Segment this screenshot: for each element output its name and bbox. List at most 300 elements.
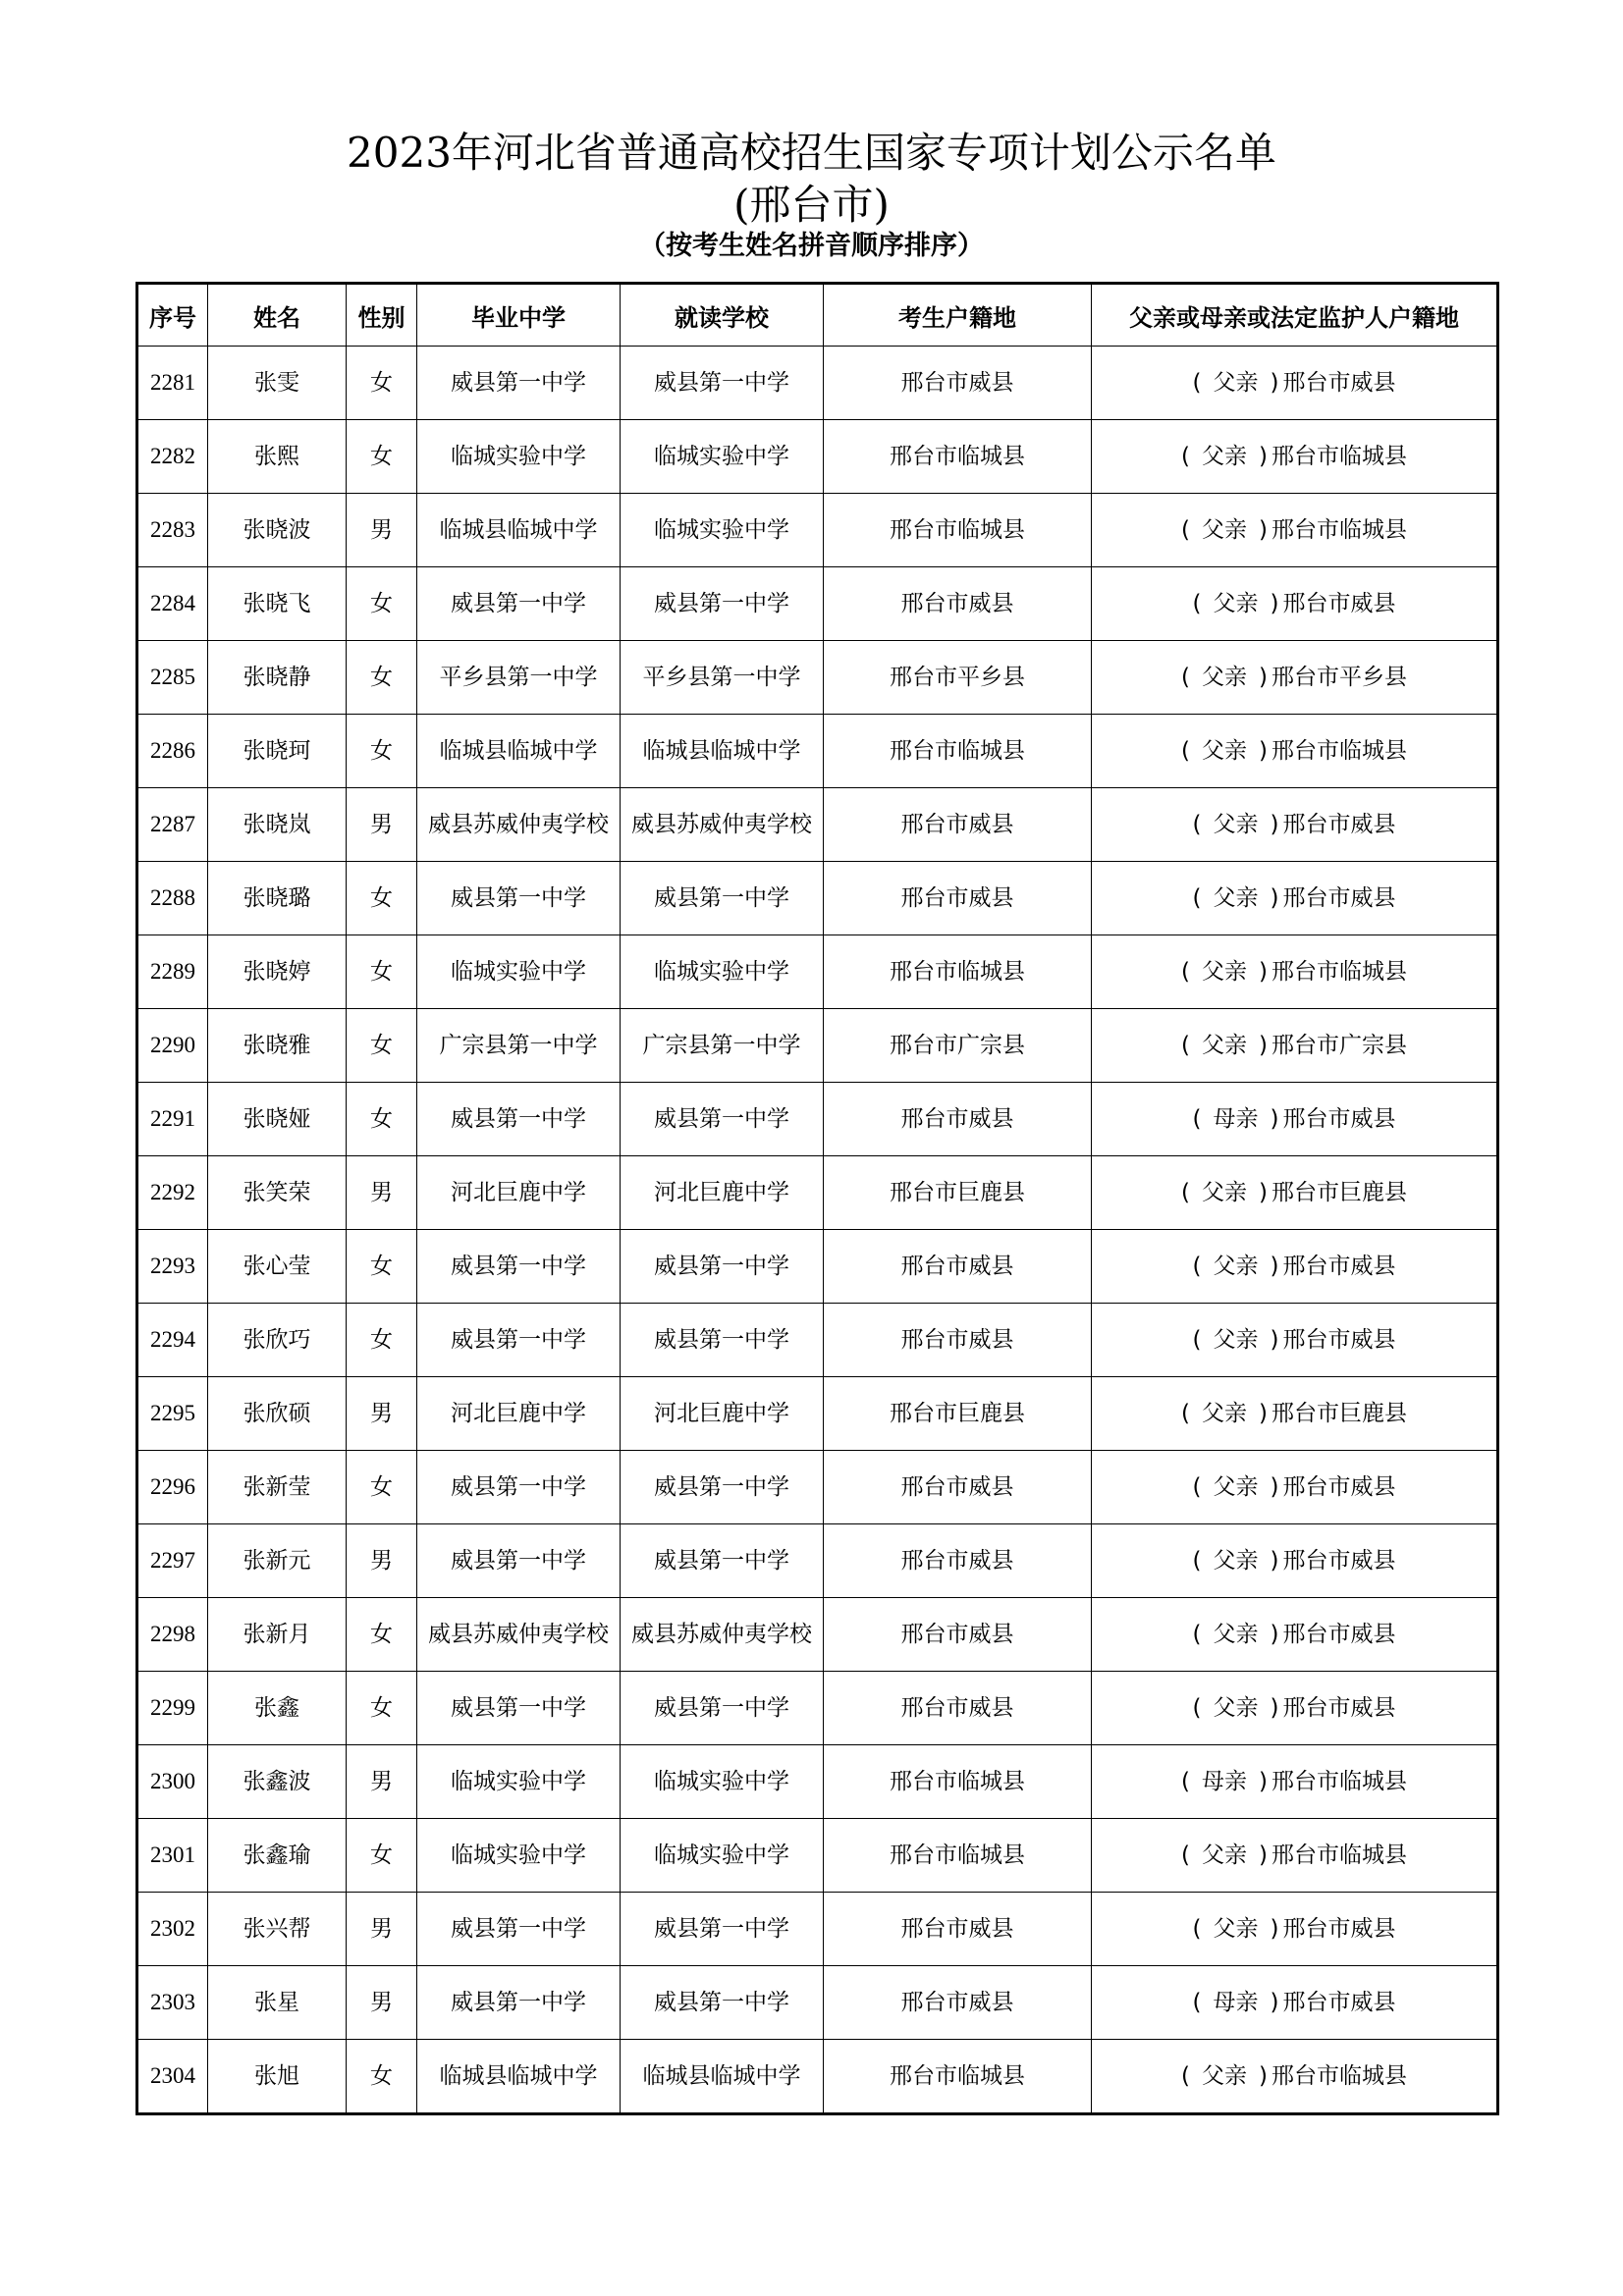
cell-hukou: 邢台市临城县 (824, 1819, 1092, 1893)
guardian-hukou: 邢台市巨鹿县 (1271, 1401, 1407, 1426)
cell-seq: 2283 (137, 494, 208, 567)
cell-name: 张新月 (208, 1598, 347, 1672)
cell-study-school: 威县第一中学 (621, 1451, 824, 1524)
table-row (137, 1745, 1498, 1819)
table-row (137, 1377, 1498, 1451)
cell-study-school: 威县第一中学 (621, 1230, 824, 1304)
cell-guardian (1092, 1524, 1498, 1598)
paren-close: ) (1259, 1033, 1268, 1058)
cell-study-school: 威县第一中学 (621, 1524, 824, 1598)
cell-grad-school: 临城县临城中学 (417, 494, 621, 567)
cell-gender: 男 (347, 1893, 417, 1966)
guardian-hukou: 邢台市威县 (1282, 1916, 1396, 1942)
paren-open: ( (1192, 1327, 1202, 1353)
cell-grad-school: 临城实验中学 (417, 1819, 621, 1893)
cell-grad-school: 威县第一中学 (417, 1893, 621, 1966)
paren-close: ) (1270, 885, 1279, 911)
guardian-hukou: 邢台市威县 (1282, 1695, 1396, 1721)
cell-name: 张鑫 (208, 1672, 347, 1745)
cell-seq: 2293 (137, 1230, 208, 1304)
cell-hukou: 邢台市临城县 (824, 2040, 1092, 2114)
cell-gender: 女 (347, 1304, 417, 1377)
guardian-relation: 父亲 (1202, 444, 1247, 469)
cell-hukou: 邢台市威县 (824, 1524, 1092, 1598)
guardian-relation: 父亲 (1202, 665, 1247, 690)
cell-guardian (1092, 788, 1498, 862)
cell-gender: 女 (347, 1451, 417, 1524)
cell-hukou: 邢台市巨鹿县 (824, 1377, 1092, 1451)
col-header-guardian-hukou: 父亲或母亲或法定监护人户籍地 (1092, 284, 1498, 347)
cell-guardian (1092, 494, 1498, 567)
guardian-relation: 父亲 (1213, 1254, 1259, 1279)
cell-grad-school: 威县第一中学 (417, 1083, 621, 1156)
cell-study-school: 威县第一中学 (621, 1966, 824, 2040)
guardian-relation: 父亲 (1213, 591, 1259, 616)
paren-open: ( (1181, 1180, 1190, 1205)
cell-gender: 女 (347, 347, 417, 420)
cell-grad-school: 临城县临城中学 (417, 2040, 621, 2114)
cell-grad-school: 临城县临城中学 (417, 715, 621, 788)
cell-seq: 2286 (137, 715, 208, 788)
cell-grad-school: 临城实验中学 (417, 420, 621, 494)
cell-seq: 2281 (137, 347, 208, 420)
cell-guardian (1092, 935, 1498, 1009)
table-row (137, 935, 1498, 1009)
guardian-hukou: 邢台市威县 (1282, 1474, 1396, 1500)
paren-open: ( (1181, 517, 1190, 543)
table-row (137, 1009, 1498, 1083)
cell-guardian (1092, 347, 1498, 420)
table-row (137, 715, 1498, 788)
paren-close: ) (1259, 665, 1268, 690)
cell-seq: 2285 (137, 641, 208, 715)
cell-seq: 2288 (137, 862, 208, 935)
guardian-hukou: 邢台市威县 (1282, 885, 1396, 911)
col-header-gender: 性别 (347, 284, 417, 347)
cell-name: 张欣硕 (208, 1377, 347, 1451)
cell-gender: 男 (347, 1966, 417, 2040)
table-row (137, 1966, 1498, 2040)
cell-name: 张欣巧 (208, 1304, 347, 1377)
cell-guardian (1092, 1745, 1498, 1819)
guardian-hukou: 邢台市平乡县 (1271, 665, 1407, 690)
cell-name: 张星 (208, 1966, 347, 2040)
paren-open: ( (1192, 1548, 1202, 1574)
cell-seq: 2296 (137, 1451, 208, 1524)
guardian-relation: 父亲 (1213, 370, 1259, 396)
cell-gender: 女 (347, 420, 417, 494)
cell-guardian (1092, 1009, 1498, 1083)
paren-close: ) (1259, 1401, 1268, 1426)
cell-study-school: 临城实验中学 (621, 1745, 824, 1819)
paren-open: ( (1192, 1254, 1202, 1279)
cell-name: 张心莹 (208, 1230, 347, 1304)
guardian-hukou: 邢台市威县 (1282, 1106, 1396, 1132)
cell-grad-school: 威县第一中学 (417, 1230, 621, 1304)
cell-guardian (1092, 1451, 1498, 1524)
table-row (137, 567, 1498, 641)
col-header-seq: 序号 (137, 284, 208, 347)
cell-seq: 2303 (137, 1966, 208, 2040)
table-row (137, 1304, 1498, 1377)
cell-study-school: 威县苏威仲夷学校 (621, 1598, 824, 1672)
cell-guardian (1092, 715, 1498, 788)
cell-name: 张新元 (208, 1524, 347, 1598)
guardian-relation: 父亲 (1213, 1327, 1259, 1353)
cell-study-school: 威县第一中学 (621, 347, 824, 420)
sort-note: （按考生姓名拼音顺序排序） (639, 231, 984, 261)
cell-grad-school: 威县第一中学 (417, 1524, 621, 1598)
cell-gender: 男 (347, 788, 417, 862)
paren-close: ) (1270, 370, 1279, 396)
cell-study-school: 临城实验中学 (621, 494, 824, 567)
paren-close: ) (1270, 1695, 1279, 1721)
cell-study-school: 临城实验中学 (621, 420, 824, 494)
cell-grad-school: 威县第一中学 (417, 567, 621, 641)
cell-guardian (1092, 1083, 1498, 1156)
cell-grad-school: 威县第一中学 (417, 1672, 621, 1745)
cell-name: 张雯 (208, 347, 347, 420)
cell-hukou: 邢台市威县 (824, 862, 1092, 935)
cell-seq: 2284 (137, 567, 208, 641)
cell-guardian (1092, 1598, 1498, 1672)
cell-hukou: 邢台市威县 (824, 1451, 1092, 1524)
cell-hukou: 邢台市威县 (824, 1598, 1092, 1672)
cell-gender: 女 (347, 2040, 417, 2114)
cell-grad-school: 威县第一中学 (417, 1966, 621, 2040)
cell-guardian (1092, 420, 1498, 494)
cell-name: 张晓静 (208, 641, 347, 715)
guardian-hukou: 邢台市临城县 (1271, 959, 1407, 985)
paren-close: ) (1270, 1254, 1279, 1279)
paren-close: ) (1270, 1474, 1279, 1500)
paren-open: ( (1181, 2063, 1190, 2089)
cell-gender: 男 (347, 1745, 417, 1819)
cell-guardian (1092, 1304, 1498, 1377)
guardian-hukou: 邢台市临城县 (1271, 444, 1407, 469)
paren-close: ) (1270, 1327, 1279, 1353)
cell-seq: 2295 (137, 1377, 208, 1451)
guardian-relation: 母亲 (1213, 1106, 1259, 1132)
cell-guardian (1092, 641, 1498, 715)
cell-gender: 女 (347, 862, 417, 935)
col-header-name: 姓名 (208, 284, 347, 347)
guardian-hukou: 邢台市广宗县 (1271, 1033, 1407, 1058)
paren-close: ) (1259, 1842, 1268, 1868)
cell-study-school: 威县苏威仲夷学校 (621, 788, 824, 862)
cell-name: 张鑫波 (208, 1745, 347, 1819)
cell-gender: 女 (347, 1083, 417, 1156)
table-row (137, 494, 1498, 567)
cell-study-school: 威县第一中学 (621, 1672, 824, 1745)
cell-grad-school: 平乡县第一中学 (417, 641, 621, 715)
table-row (137, 1893, 1498, 1966)
cell-gender: 男 (347, 1156, 417, 1230)
cell-grad-school: 广宗县第一中学 (417, 1009, 621, 1083)
paren-close: ) (1259, 2063, 1268, 2089)
cell-hukou: 邢台市威县 (824, 1230, 1092, 1304)
document-title: 2023年河北省普通高校招生国家专项计划公示名单 (347, 129, 1276, 177)
cell-seq: 2291 (137, 1083, 208, 1156)
cell-seq: 2304 (137, 2040, 208, 2114)
table-row (137, 1156, 1498, 1230)
cell-seq: 2289 (137, 935, 208, 1009)
cell-guardian (1092, 1672, 1498, 1745)
cell-gender: 男 (347, 1524, 417, 1598)
cell-gender: 女 (347, 1230, 417, 1304)
paren-open: ( (1181, 1842, 1190, 1868)
guardian-hukou: 邢台市威县 (1282, 1548, 1396, 1574)
cell-name: 张晓璐 (208, 862, 347, 935)
cell-name: 张晓娅 (208, 1083, 347, 1156)
col-header-study-school: 就读学校 (621, 284, 824, 347)
cell-seq: 2302 (137, 1893, 208, 1966)
cell-name: 张晓雅 (208, 1009, 347, 1083)
table-row (137, 1672, 1498, 1745)
guardian-relation: 父亲 (1202, 2063, 1247, 2089)
guardian-relation: 父亲 (1213, 1548, 1259, 1574)
table-row (137, 1230, 1498, 1304)
guardian-relation: 父亲 (1202, 738, 1247, 764)
cell-hukou: 邢台市平乡县 (824, 641, 1092, 715)
paren-open: ( (1192, 885, 1202, 911)
guardian-relation: 父亲 (1202, 959, 1247, 985)
guardian-hukou: 邢台市临城县 (1271, 2063, 1407, 2089)
paren-open: ( (1181, 1033, 1190, 1058)
paren-close: ) (1259, 444, 1268, 469)
table-row (137, 641, 1498, 715)
cell-gender: 男 (347, 1377, 417, 1451)
cell-study-school: 威县第一中学 (621, 862, 824, 935)
cell-seq: 2298 (137, 1598, 208, 1672)
cell-gender: 女 (347, 567, 417, 641)
cell-gender: 女 (347, 1009, 417, 1083)
cell-study-school: 河北巨鹿中学 (621, 1377, 824, 1451)
paren-close: ) (1259, 1180, 1268, 1205)
guardian-hukou: 邢台市临城县 (1271, 738, 1407, 764)
table-row (137, 862, 1498, 935)
cell-hukou: 邢台市威县 (824, 788, 1092, 862)
cell-seq: 2282 (137, 420, 208, 494)
paren-open: ( (1181, 444, 1190, 469)
cell-name: 张晓婷 (208, 935, 347, 1009)
guardian-hukou: 邢台市临城县 (1271, 517, 1407, 543)
cell-grad-school: 威县苏威仲夷学校 (417, 1598, 621, 1672)
paren-close: ) (1270, 812, 1279, 837)
cell-study-school: 临城实验中学 (621, 1819, 824, 1893)
cell-name: 张晓岚 (208, 788, 347, 862)
cell-guardian (1092, 1819, 1498, 1893)
table-header (137, 284, 1498, 347)
paren-open: ( (1192, 370, 1202, 396)
cell-seq: 2292 (137, 1156, 208, 1230)
paren-close: ) (1270, 591, 1279, 616)
guardian-relation: 父亲 (1202, 1180, 1247, 1205)
cell-guardian (1092, 1893, 1498, 1966)
cell-study-school: 威县第一中学 (621, 567, 824, 641)
guardian-relation: 父亲 (1213, 885, 1259, 911)
cell-name: 张晓珂 (208, 715, 347, 788)
cell-guardian (1092, 862, 1498, 935)
cell-hukou: 邢台市威县 (824, 347, 1092, 420)
cell-seq: 2300 (137, 1745, 208, 1819)
guardian-hukou: 邢台市威县 (1282, 591, 1396, 616)
paren-close: ) (1270, 1622, 1279, 1647)
paren-open: ( (1181, 1401, 1190, 1426)
paren-close: ) (1270, 1990, 1279, 2015)
cell-grad-school: 威县第一中学 (417, 1451, 621, 1524)
cell-gender: 女 (347, 1598, 417, 1672)
cell-study-school: 威县第一中学 (621, 1893, 824, 1966)
cell-guardian (1092, 1377, 1498, 1451)
cell-study-school: 临城实验中学 (621, 935, 824, 1009)
document-city: (邢台市) (733, 181, 890, 229)
cell-hukou: 邢台市威县 (824, 1083, 1092, 1156)
guardian-relation: 父亲 (1213, 1622, 1259, 1647)
paren-close: ) (1270, 1548, 1279, 1574)
cell-grad-school: 临城实验中学 (417, 1745, 621, 1819)
paren-close: ) (1259, 1769, 1268, 1794)
cell-hukou: 邢台市临城县 (824, 420, 1092, 494)
cell-seq: 2299 (137, 1672, 208, 1745)
guardian-relation: 父亲 (1213, 1695, 1259, 1721)
guardian-hukou: 邢台市临城县 (1271, 1842, 1407, 1868)
cell-seq: 2294 (137, 1304, 208, 1377)
guardian-relation: 父亲 (1202, 1033, 1247, 1058)
cell-seq: 2297 (137, 1524, 208, 1598)
guardian-relation: 母亲 (1213, 1990, 1259, 2015)
cell-name: 张鑫瑜 (208, 1819, 347, 1893)
cell-guardian (1092, 1966, 1498, 2040)
guardian-hukou: 邢台市威县 (1282, 370, 1396, 396)
paren-open: ( (1192, 591, 1202, 616)
cell-seq: 2287 (137, 788, 208, 862)
cell-study-school: 威县第一中学 (621, 1083, 824, 1156)
cell-grad-school: 河北巨鹿中学 (417, 1156, 621, 1230)
paren-open: ( (1181, 959, 1190, 985)
cell-name: 张晓飞 (208, 567, 347, 641)
guardian-relation: 父亲 (1202, 1842, 1247, 1868)
cell-name: 张笑荣 (208, 1156, 347, 1230)
table-row (137, 1451, 1498, 1524)
paren-open: ( (1192, 1474, 1202, 1500)
cell-study-school: 河北巨鹿中学 (621, 1156, 824, 1230)
cell-study-school: 临城县临城中学 (621, 715, 824, 788)
cell-hukou: 邢台市巨鹿县 (824, 1156, 1092, 1230)
guardian-hukou: 邢台市威县 (1282, 1327, 1396, 1353)
col-header-grad-school: 毕业中学 (417, 284, 621, 347)
cell-guardian (1092, 1230, 1498, 1304)
guardian-hukou: 邢台市威县 (1282, 1254, 1396, 1279)
guardian-hukou: 邢台市临城县 (1271, 1769, 1407, 1794)
roster-table (135, 282, 1499, 2115)
guardian-hukou: 邢台市威县 (1282, 1622, 1396, 1647)
cell-grad-school: 威县第一中学 (417, 862, 621, 935)
cell-grad-school: 威县苏威仲夷学校 (417, 788, 621, 862)
col-header-hukou: 考生户籍地 (824, 284, 1092, 347)
cell-grad-school: 威县第一中学 (417, 1304, 621, 1377)
cell-gender: 男 (347, 494, 417, 567)
guardian-hukou: 邢台市巨鹿县 (1271, 1180, 1407, 1205)
guardian-relation: 父亲 (1213, 1916, 1259, 1942)
cell-hukou: 邢台市临城县 (824, 715, 1092, 788)
cell-hukou: 邢台市威县 (824, 567, 1092, 641)
cell-study-school: 平乡县第一中学 (621, 641, 824, 715)
paren-open: ( (1181, 1769, 1190, 1794)
cell-hukou: 邢台市临城县 (824, 935, 1092, 1009)
cell-gender: 女 (347, 1819, 417, 1893)
guardian-relation: 父亲 (1213, 812, 1259, 837)
cell-name: 张晓波 (208, 494, 347, 567)
cell-name: 张熙 (208, 420, 347, 494)
cell-hukou: 邢台市广宗县 (824, 1009, 1092, 1083)
paren-open: ( (1192, 1916, 1202, 1942)
cell-hukou: 邢台市威县 (824, 1672, 1092, 1745)
paren-close: ) (1259, 738, 1268, 764)
cell-seq: 2301 (137, 1819, 208, 1893)
paren-close: ) (1259, 959, 1268, 985)
cell-name: 张兴帮 (208, 1893, 347, 1966)
table-row (137, 347, 1498, 420)
paren-open: ( (1192, 1990, 1202, 2015)
paren-close: ) (1270, 1106, 1279, 1132)
cell-hukou: 邢台市临城县 (824, 1745, 1092, 1819)
table-row (137, 1083, 1498, 1156)
guardian-relation: 母亲 (1202, 1769, 1247, 1794)
cell-hukou: 邢台市威县 (824, 1966, 1092, 2040)
cell-name: 张新莹 (208, 1451, 347, 1524)
cell-grad-school: 河北巨鹿中学 (417, 1377, 621, 1451)
table-row (137, 2040, 1498, 2114)
table-row (137, 1819, 1498, 1893)
guardian-relation: 父亲 (1202, 517, 1247, 543)
cell-gender: 女 (347, 1672, 417, 1745)
guardian-relation: 父亲 (1213, 1474, 1259, 1500)
cell-hukou: 邢台市威县 (824, 1893, 1092, 1966)
cell-guardian (1092, 1156, 1498, 1230)
paren-open: ( (1181, 665, 1190, 690)
guardian-hukou: 邢台市威县 (1282, 812, 1396, 837)
cell-study-school: 威县第一中学 (621, 1304, 824, 1377)
table-body (137, 347, 1498, 2114)
paren-open: ( (1181, 738, 1190, 764)
cell-study-school: 广宗县第一中学 (621, 1009, 824, 1083)
cell-grad-school: 临城实验中学 (417, 935, 621, 1009)
header-row (137, 284, 1498, 347)
paren-open: ( (1192, 1622, 1202, 1647)
paren-open: ( (1192, 1695, 1202, 1721)
table-row (137, 1524, 1498, 1598)
table-row (137, 420, 1498, 494)
guardian-hukou: 邢台市威县 (1282, 1990, 1396, 2015)
cell-name: 张旭 (208, 2040, 347, 2114)
cell-grad-school: 威县第一中学 (417, 347, 621, 420)
cell-hukou: 邢台市临城县 (824, 494, 1092, 567)
cell-guardian (1092, 567, 1498, 641)
cell-gender: 女 (347, 715, 417, 788)
cell-hukou: 邢台市威县 (824, 1304, 1092, 1377)
paren-open: ( (1192, 812, 1202, 837)
cell-study-school: 临城县临城中学 (621, 2040, 824, 2114)
cell-guardian (1092, 2040, 1498, 2114)
table-row (137, 788, 1498, 862)
paren-close: ) (1259, 517, 1268, 543)
cell-seq: 2290 (137, 1009, 208, 1083)
cell-gender: 女 (347, 935, 417, 1009)
cell-gender: 女 (347, 641, 417, 715)
paren-open: ( (1192, 1106, 1202, 1132)
guardian-relation: 父亲 (1202, 1401, 1247, 1426)
